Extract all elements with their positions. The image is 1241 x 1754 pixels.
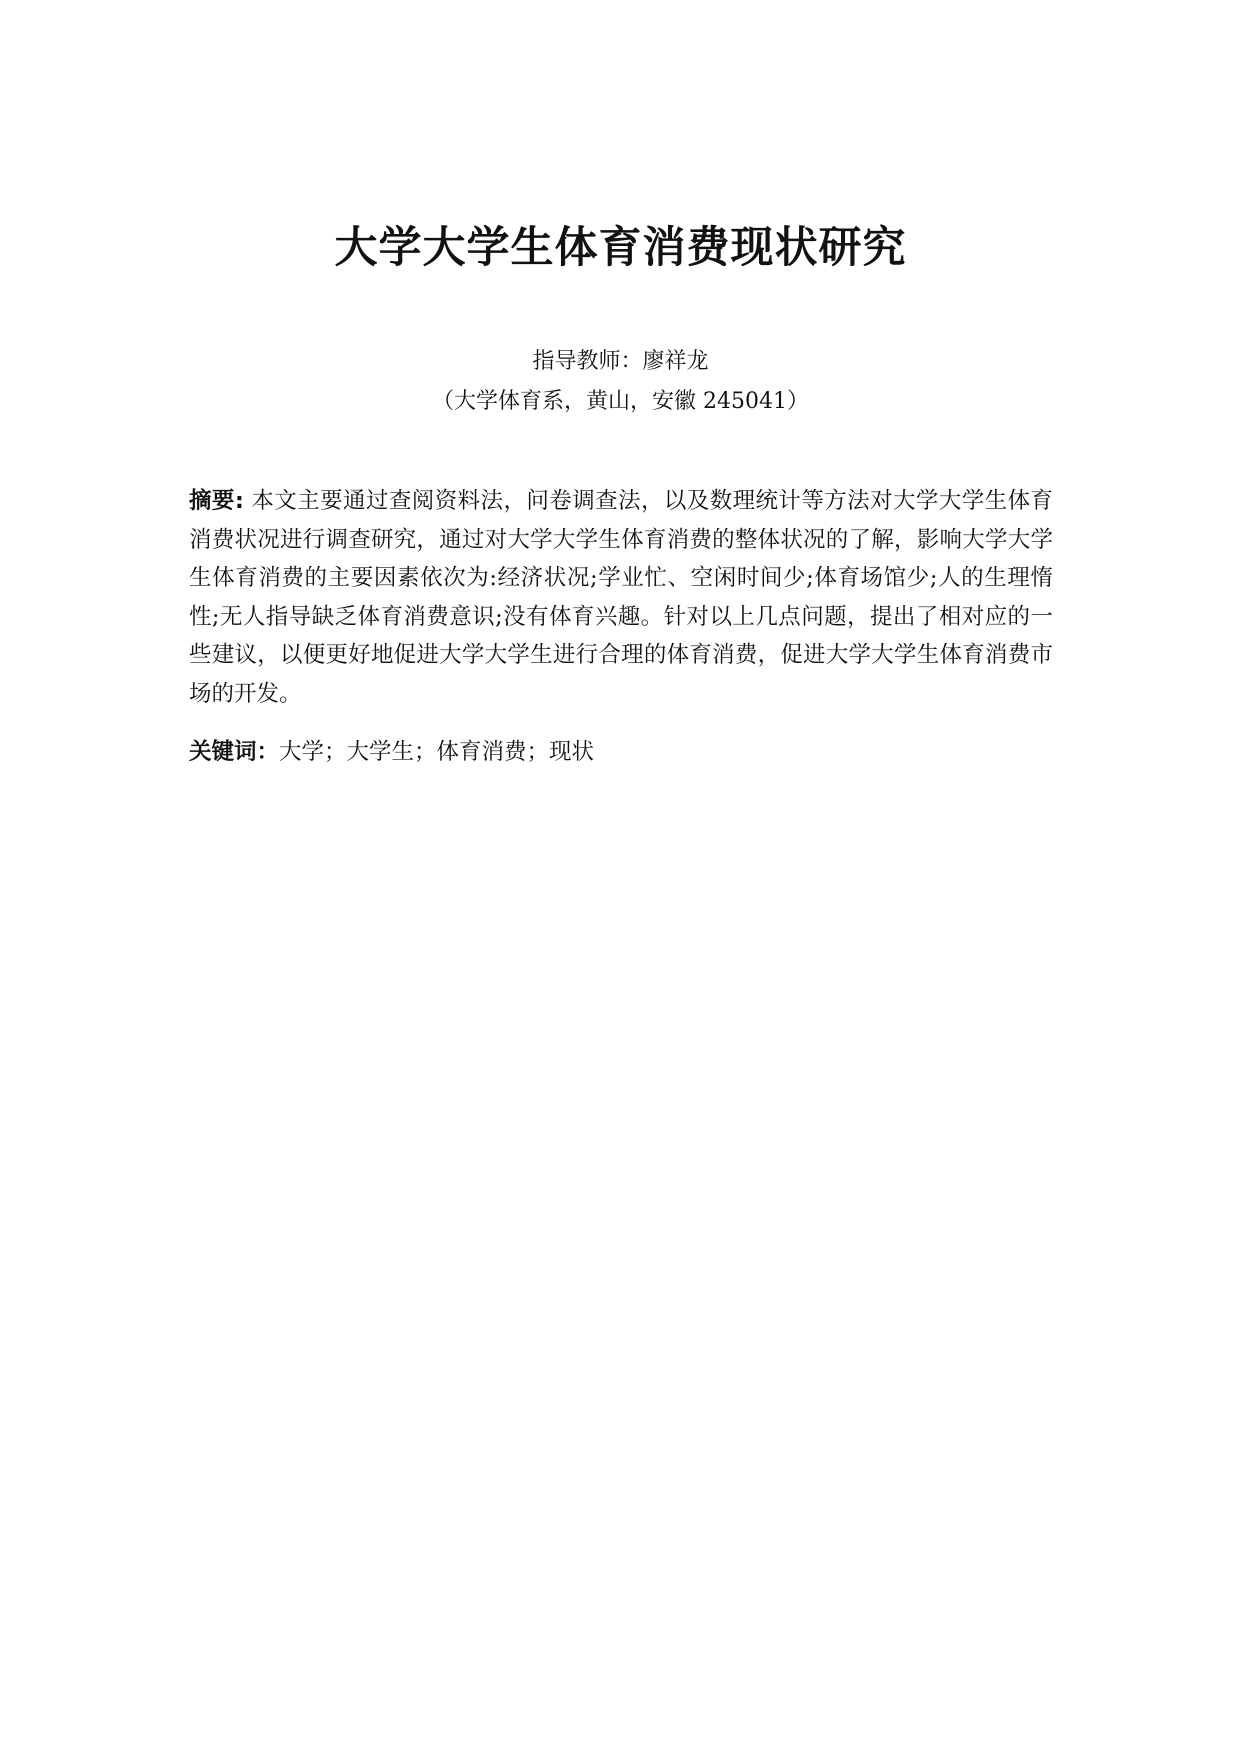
keywords-text: 大学；大学生；体育消费；现状 — [279, 739, 595, 765]
affiliation-line: （大学体育系，黄山，安徽 245041） — [432, 389, 809, 414]
keywords-label: 关键词： — [189, 739, 280, 765]
abstract-paragraph — [189, 482, 1053, 713]
keywords-line — [189, 733, 1053, 772]
paper-title: 大学大学生体育消费现状研究 — [334, 223, 907, 273]
abstract-text: 本文主要通过查阅资料法，问卷调查法，以及数理统计等方法对大学大学生体育消费状况进行调查研究，通过对大学大学生体育消费的整体状况的了解，影响大学大学生体育消费的主要因素依次为:经济状况;学业忙、空闲时间少;体育场馆少;人的生理惰性;无人指导缺乏体育消费意识;没有体育兴趣。针对以上几点问题，提出了相对应的一些建议，以便更好地促进大学大学生进行合理的体育消费，促进大学大学生体育消费市场的开发。 — [189, 488, 1053, 707]
abstract-label: 摘要: — [189, 488, 244, 514]
advisor-line: 指导教师：廖祥龙 — [532, 349, 709, 374]
